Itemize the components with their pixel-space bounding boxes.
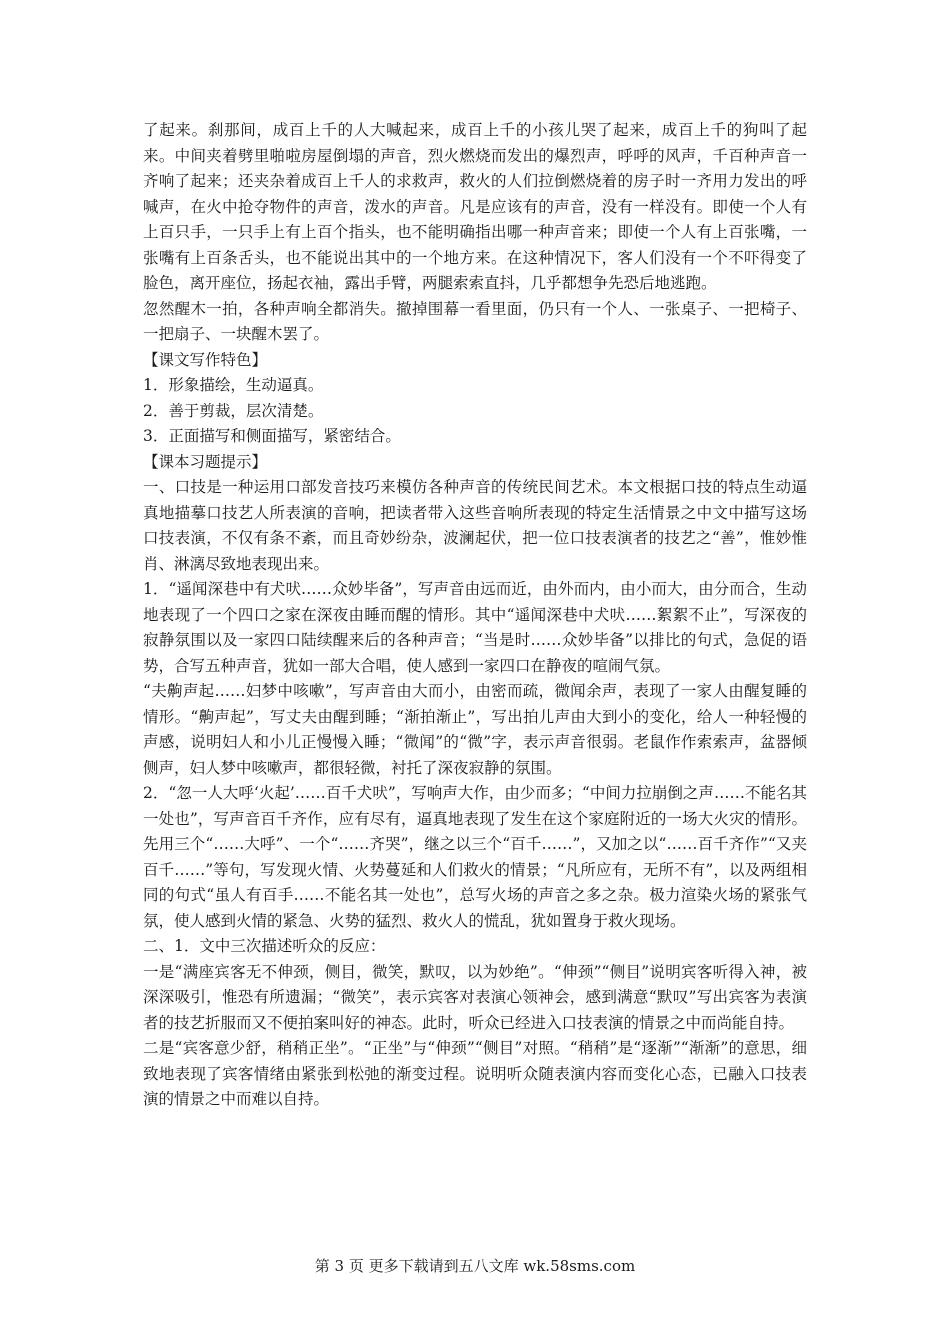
page-body [143,118,807,1113]
list-item-feature-2: 2．善于剪裁，层次清楚。 [143,401,324,420]
paragraph-translation-1: 了起来。刹那间，成百上千的人大喊起来，成百上千的小孩儿哭了起来，成百上千的狗叫了起来。中间夹着劈里啪啦房屋倒塌的声音，烈火燃烧而发出的爆烈声，呼呼的风声，千百种声音一齐响了起来；还夹杂着成百上千人的求救声，救火的人们拉倒燃烧着的房子时一齐用力发出的呼喊声，在火中抢夺物件的声音，泼水的声音。凡是应该有的声音，没有一样没有。即使一个人有上百只手，一只手上有上百个指头，也不能明确指出哪一种声音来；即使一个人有上百张嘴，一张嘴有上百条舌头，也不能说出其中的一个地方来。在这种情况下，客人们没有一个不吓得变了脸色，离开座位，扬起衣袖，露出手臂，两腿索索直抖，几乎都想争先恐后地逃跑。 [143,121,807,292]
section-heading-exercise-hints: 【课本习题提示】 [143,452,268,471]
paragraph-audience-1: 一是“满座宾客无不伸颈，侧目，微笑，默叹，以为妙绝”。“伸颈”“侧目”说明宾客听得入神，被深深吸引，惟恐有所遗漏；“微笑”，表示宾客对表演心领神会，感到满意“默叹”写出宾客为表演者的技艺折服而又不便拍案叫好的神态。此时，听众已经进入口技表演的情景之中而尚能自持。 [143,962,807,1032]
paragraph-hint-1-2: 2．“忽一人大呼‘火起’……百千犬吠”，写响声大作，由少而多；“中间力拉崩倒之声……不能名其一处也”，写声音百千齐作，应有尽有，逼真地表现了发生在这个家庭附近的一场大火灾的情形。先用三个“……大呼”、一个“……齐哭”，继之以三个“百千……”，又加之以“……百千齐作”“又夹百千……”等句，写发现火情、火势蔓延和人们救火的情景；“凡所应有，无所不有”，以及两组相同的句式“虽人有百手……不能名其一处也”，总写火场的声音之多之杂。极力渲染火场的紧张气氛，使人感到火情的紧急、火势的猛烈、救火人的慌乱，犹如置身于救火现场。 [143,784,807,930]
paragraph-translation-2: 忽然醒木一拍，各种声响全都消失。撤掉围幕一看里面，仍只有一个人、一张桌子、一把椅子、一把扇子、一块醒木罢了。 [143,299,807,343]
paragraph-audience-2: 二是“宾客意少舒，稍稍正坐”。“正坐”与“伸颈”“侧目”对照。“稍稍”是“逐渐”“渐渐”的意思，细致地表现了宾客情绪由紧张到松弛的渐变过程。说明听众随表演内容而变化心态，已融入口技表演的情景之中而难以自持。 [143,1039,807,1108]
paragraph-hint-2-1: 二、1．文中三次描述听众的反应： [143,937,386,955]
page-footer: 第 3 页 更多下载请到五八文库 wk.58sms.com [314,1257,636,1275]
paragraph-hint-1-1b: “夫齁声起……妇梦中咳嗽”，写声音由大而小，由密而疏，微闻余声，表现了一家人由醒复睡的情形。“齁声起”，写丈夫由醒到睡；“渐拍渐止”，写出拍儿声由大到小的变化，给人一种轻慢的声感，说明妇人和小儿正慢慢入睡；“微闻”的“微”字，表示声音很弱。老鼠作作索索声，盆器倾侧声，妇人梦中咳嗽声，都很轻微，衬托了深夜寂静的氛围。 [143,682,807,777]
list-item-feature-3: 3．正面描写和侧面描写，紧密结合。 [143,427,401,445]
paragraph-hint-1-1: 1．“遥闻深巷中有犬吠……众妙毕备”，写声音由远而近，由外而内，由小而大，由分而合，生动地表现了一个四口之家在深夜由睡而醒的情形。其中“遥闻深巷中犬吠……絮絮不止”，写深夜的寂静氛围以及一家四口陆续醒来后的各种声音；“当是时……众妙毕备”以排比的句式，急促的语势，合写五种声音，犹如一部大合唱，使人感到一家四口在静夜的喧闹气氛。 [143,580,807,675]
list-item-feature-1: 1．形象描绘，生动逼真。 [143,376,324,394]
paragraph-hint-1: 一、口技是一种运用口部发音技巧来模仿各种声音的传统民间艺术。本文根据口技的特点生动逼真地描摹口技艺人所表演的音响，把读者带入这些音响所表现的特定生活情景之中文中描写这场口技表演，不仅有条不紊，而且奇妙纷杂，波澜起伏，把一位口技表演者的技艺之“善”，惟妙惟肖、淋漓尽致地表现出来。 [143,478,807,573]
section-heading-writing-features: 【课文写作特色】 [143,350,268,369]
